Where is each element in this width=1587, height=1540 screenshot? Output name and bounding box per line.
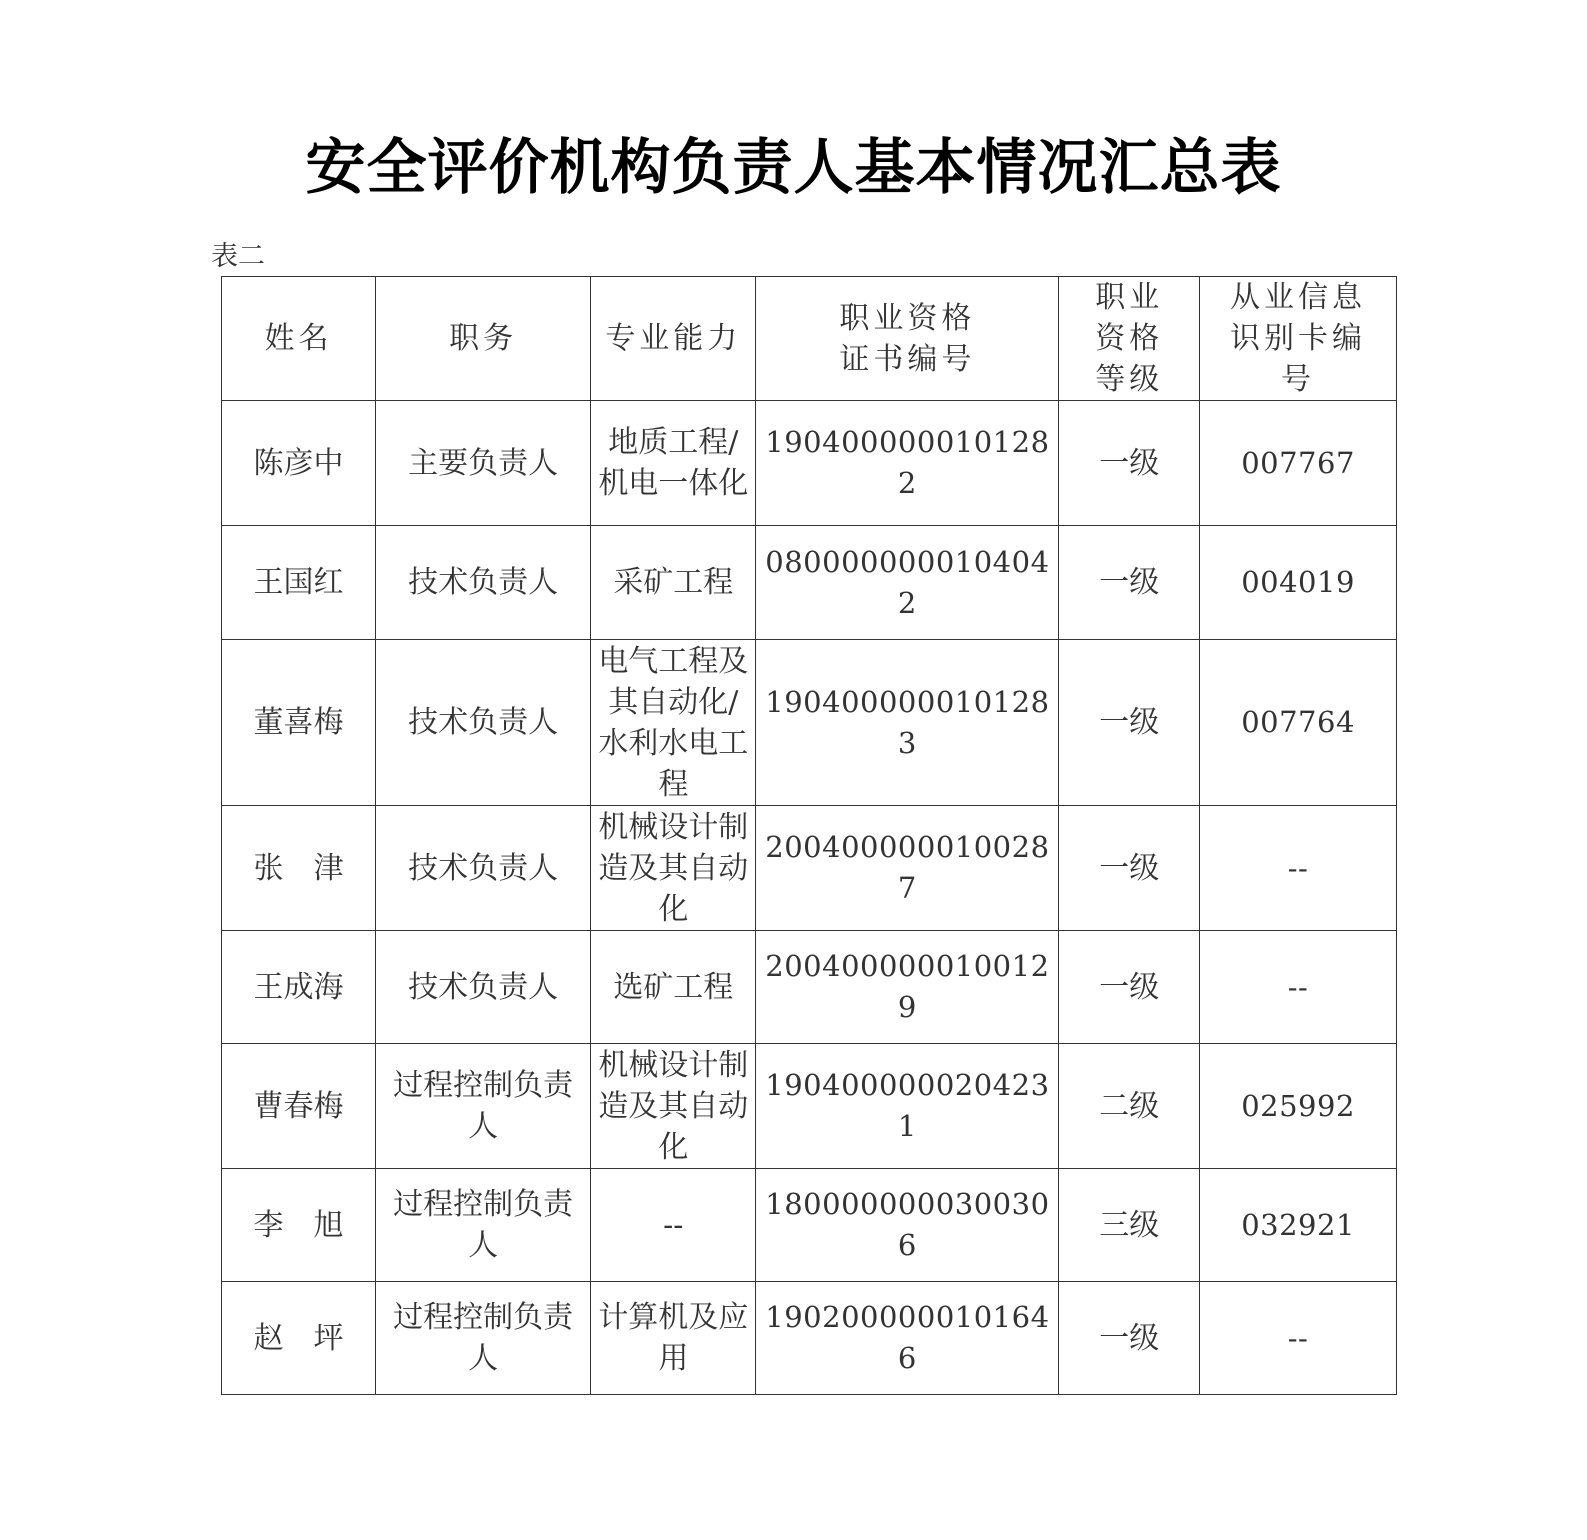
header-name: 姓名 <box>222 277 376 401</box>
cell-cert-level: 三级 <box>1059 1169 1200 1282</box>
cell-position: 过程控制负责人 <box>376 1044 591 1169</box>
cell-position: 过程控制负责人 <box>376 1282 591 1395</box>
header-card-number: 从业信息识别卡编号 <box>1200 277 1397 401</box>
cell-cert-number: 2004000000100129 <box>756 931 1059 1044</box>
table-row <box>222 401 1397 526</box>
cell-card-number: 025992 <box>1200 1044 1397 1169</box>
cell-position: 技术负责人 <box>376 931 591 1044</box>
table-row <box>222 526 1397 640</box>
cell-cert-number: 1904000000204231 <box>756 1044 1059 1169</box>
header-cert-level: 职业资格等级 <box>1059 277 1200 401</box>
cell-cert-number: 1904000000101283 <box>756 640 1059 806</box>
header-position: 职务 <box>376 277 591 401</box>
table-row <box>222 806 1397 931</box>
cell-card-number: 004019 <box>1200 526 1397 640</box>
table-row <box>222 1044 1397 1169</box>
cell-name: 张 津 <box>222 806 376 931</box>
cell-name: 王成海 <box>222 931 376 1044</box>
header-specialty: 专业能力 <box>591 277 756 401</box>
cell-cert-number: 1800000000300306 <box>756 1169 1059 1282</box>
cell-name: 曹春梅 <box>222 1044 376 1169</box>
cell-card-number: 032921 <box>1200 1169 1397 1282</box>
cell-cert-level: 一级 <box>1059 1282 1200 1395</box>
cell-card-number: -- <box>1200 806 1397 931</box>
cell-position: 技术负责人 <box>376 526 591 640</box>
cell-name: 李 旭 <box>222 1169 376 1282</box>
cell-cert-number: 1902000000101646 <box>756 1282 1059 1395</box>
cell-specialty: 计算机及应用 <box>591 1282 756 1395</box>
cell-specialty: 采矿工程 <box>591 526 756 640</box>
summary-table <box>221 276 1397 1395</box>
cell-cert-number: 1904000000101282 <box>756 401 1059 526</box>
cell-specialty: -- <box>591 1169 756 1282</box>
cell-cert-level: 一级 <box>1059 931 1200 1044</box>
cell-position: 技术负责人 <box>376 806 591 931</box>
cell-cert-level: 二级 <box>1059 1044 1200 1169</box>
cell-name: 赵 坪 <box>222 1282 376 1395</box>
cell-specialty: 地质工程/机电一体化 <box>591 401 756 526</box>
document-title: 安全评价机构负责人基本情况汇总表 <box>305 133 1282 203</box>
table-row <box>222 1169 1397 1282</box>
cell-position: 过程控制负责人 <box>376 1169 591 1282</box>
cell-cert-level: 一级 <box>1059 806 1200 931</box>
cell-name: 陈彦中 <box>222 401 376 526</box>
cell-card-number: 007767 <box>1200 401 1397 526</box>
cell-card-number: 007764 <box>1200 640 1397 806</box>
cell-card-number: -- <box>1200 1282 1397 1395</box>
cell-cert-level: 一级 <box>1059 526 1200 640</box>
cell-position: 主要负责人 <box>376 401 591 526</box>
cell-cert-level: 一级 <box>1059 401 1200 526</box>
table-row <box>222 931 1397 1044</box>
cell-cert-level: 一级 <box>1059 640 1200 806</box>
cell-name: 董喜梅 <box>222 640 376 806</box>
cell-card-number: -- <box>1200 931 1397 1044</box>
cell-specialty: 电气工程及其自动化/水利水电工程 <box>591 640 756 806</box>
table-row <box>222 1282 1397 1395</box>
cell-cert-number: 2004000000100287 <box>756 806 1059 931</box>
table-row <box>222 640 1397 806</box>
cell-specialty: 机械设计制造及其自动化 <box>591 1044 756 1169</box>
cell-specialty: 机械设计制造及其自动化 <box>591 806 756 931</box>
cell-specialty: 选矿工程 <box>591 931 756 1044</box>
cell-name: 王国红 <box>222 526 376 640</box>
header-cert-number: 职业资格证书编号 <box>756 277 1059 401</box>
cell-cert-number: 0800000000104042 <box>756 526 1059 640</box>
table-caption: 表二 <box>211 241 265 272</box>
header-row <box>222 277 1397 401</box>
cell-position: 技术负责人 <box>376 640 591 806</box>
